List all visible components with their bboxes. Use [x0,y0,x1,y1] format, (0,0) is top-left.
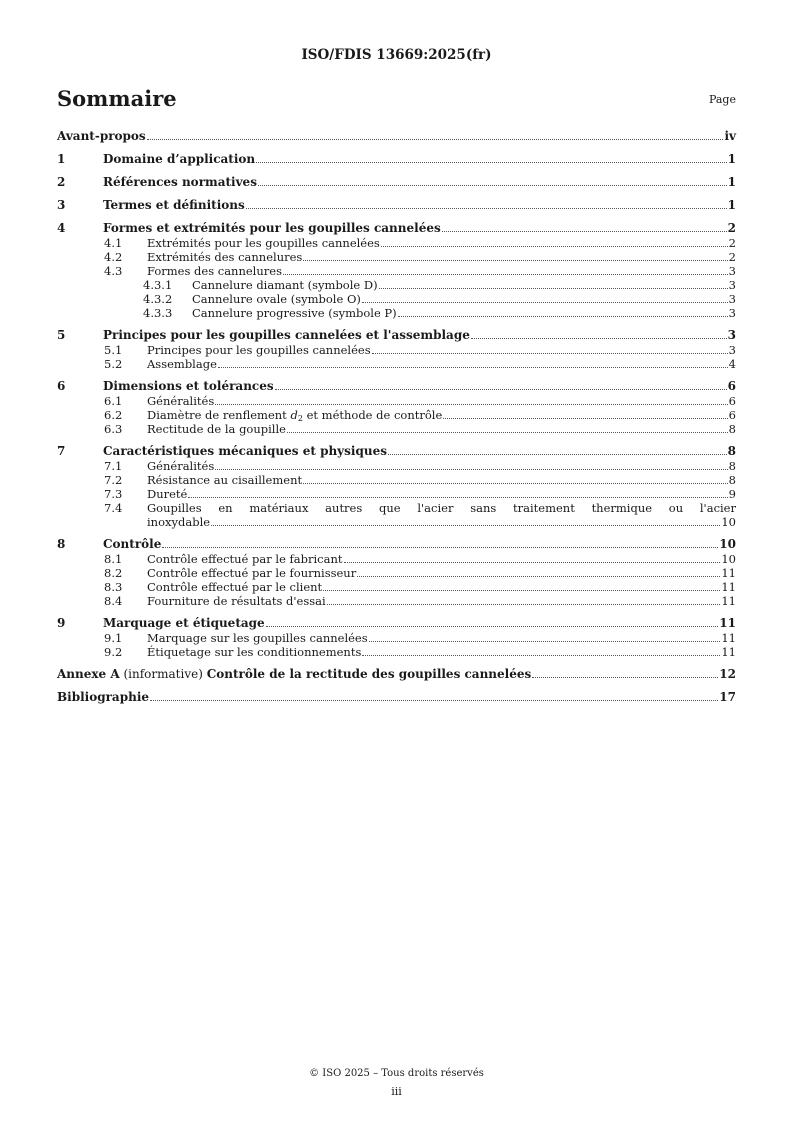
toc-entry-text: Marquage et étiquetage [103,616,265,630]
toc-entry-text: Généralités [147,394,215,408]
toc-section-number: 8 [57,537,66,551]
toc-entry-text: Généralités [147,459,215,473]
toc-page-number: 3 [728,306,736,320]
toc-section-number: 6.2 [104,408,123,422]
copyright-footer: © ISO 2025 – Tous droits réservés [309,1068,484,1079]
toc-section-number: 4.3.3 [143,306,173,320]
toc-entry-5-1[interactable] [57,343,736,357]
toc-page-number: 9 [728,487,736,501]
leader-dots [372,352,728,354]
toc-entry-4-3-2[interactable] [57,292,736,306]
toc-entry-7-3[interactable] [57,487,736,501]
toc-page-number: 11 [721,594,736,608]
leader-dots [215,403,727,405]
toc-page-number: 8 [728,422,736,436]
toc-entry-5[interactable] [57,328,736,343]
toc-entry-7-1[interactable] [57,459,736,473]
page-title: Sommaire [57,86,177,111]
toc-entry-4-2[interactable] [57,250,736,264]
toc-entry-text: Dureté [147,487,188,501]
toc-entry-4-3-3[interactable] [57,306,736,320]
leader-dots [369,640,721,642]
document-header: ISO/FDIS 13669:2025(fr) [301,47,492,63]
toc-entry-text: Assemblage [147,357,217,371]
toc-page-number: 11 [721,645,736,659]
leader-dots [442,230,727,232]
leader-dots [471,337,727,339]
toc-section-number: 9.2 [104,645,123,659]
leader-dots [287,431,728,433]
toc-section-number: 6.1 [104,394,123,408]
toc-section-number: 4.3.1 [143,278,173,292]
toc-page-number: 17 [719,690,736,704]
toc-entry-text: Extrémités des cannelures [147,250,303,264]
toc-section-number: 8.4 [104,594,123,608]
toc-entry-7-4[interactable] [57,501,736,529]
toc-entry-text: Avant-propos [57,129,146,143]
leader-dots [266,625,719,627]
leader-dots [327,603,721,605]
leader-dots [275,388,727,390]
page-number: iii [391,1085,402,1098]
leader-dots [256,161,727,163]
toc-page-number: 1 [727,152,736,166]
toc-page-number: 3 [728,292,736,306]
annex-kind: (informative) [119,667,207,681]
leader-dots [258,184,727,186]
toc-entry-text-line1: Goupilles en matériaux autres que l'acier sans traitement thermique ou l'acier [147,501,736,515]
toc-page-number: 11 [721,631,736,645]
leader-dots [323,589,720,591]
toc-page-number: iv [724,129,736,143]
toc-section-number: 7.2 [104,473,123,487]
table-of-contents [57,129,736,705]
toc-entry-9-2[interactable] [57,645,736,659]
toc-section-number: 5.1 [104,343,123,357]
toc-page-number: 8 [727,444,736,458]
toc-section-number: 4 [57,221,66,235]
toc-entry-text: Rectitude de la goupille [147,422,286,436]
toc-section-number: 7 [57,444,66,458]
toc-section-number: 2 [57,175,66,189]
toc-entry-6[interactable] [57,379,736,394]
toc-entry-text: Contrôle [103,537,162,551]
toc-page-number: 3 [728,264,736,278]
toc-page-number: 3 [728,343,736,357]
toc-entry-bibliographie[interactable] [57,690,736,705]
toc-page-number: 12 [719,667,736,681]
leader-dots [218,366,728,368]
toc-entry-text: Formes et extrémités pour les goupilles cannelées [103,221,441,235]
toc-entry-text: Principes pour les goupilles cannelées [147,343,371,357]
toc-entry-4[interactable] [57,221,736,236]
leader-dots [443,417,727,419]
leader-dots [344,561,721,563]
leader-dots [388,453,727,455]
toc-page-number: 2 [728,250,736,264]
toc-entry-7-2[interactable] [57,473,736,487]
toc-section-number: 4.3 [104,264,123,278]
toc-entry-3[interactable] [57,198,736,213]
toc-entry-text: Principes pour les goupilles cannelées et l'assemblage [103,328,470,342]
toc-entry-text [147,408,442,422]
toc-entry-text: Formes des cannelures [147,264,282,278]
leader-dots [357,575,720,577]
toc-page-number: 3 [728,278,736,292]
toc-entry-text: Cannelure diamant (symbole D) [192,278,378,292]
toc-page-number: 6 [728,408,736,422]
toc-page-number: 6 [727,379,736,393]
toc-entry-text: Résistance au cisaillement [147,473,303,487]
toc-section-number: 8.3 [104,580,123,594]
leader-dots [532,676,718,678]
toc-entry-5-2[interactable] [57,357,736,371]
toc-section-number: 7.4 [104,501,123,515]
toc-entry-1[interactable] [57,152,736,167]
toc-entry-6-2[interactable] [57,408,736,422]
toc-entry-2[interactable] [57,175,736,190]
toc-entry-9-1[interactable] [57,631,736,645]
leader-dots [150,699,718,701]
toc-entry-4-3[interactable] [57,264,736,278]
toc-entry-8-4[interactable] [57,594,736,608]
toc-entry-8-3[interactable] [57,580,736,594]
toc-page-number: 8 [728,473,736,487]
leader-dots [398,315,728,317]
leader-dots [362,654,720,656]
toc-page-number: 4 [728,357,736,371]
toc-entry-text: Caractéristiques mécaniques et physiques [103,444,387,458]
toc-section-number: 5 [57,328,66,342]
toc-entry-8-2[interactable] [57,566,736,580]
toc-section-number: 6.3 [104,422,123,436]
toc-section-number: 3 [57,198,66,212]
leader-dots [215,468,727,470]
leader-dots [283,273,728,275]
leader-dots [188,496,727,498]
annex-label: Annexe A [57,667,120,681]
toc-page-number: 10 [721,515,736,529]
toc-page-number: 11 [721,566,736,580]
toc-entry-8-1[interactable] [57,552,736,566]
toc-entry-text: Cannelure ovale (symbole O) [192,292,361,306]
toc-entry-7[interactable] [57,444,736,459]
leader-dots [362,301,728,303]
toc-page-number: 1 [727,198,736,212]
page-column-label: Page [708,93,736,106]
leader-dots [147,138,724,140]
toc-entry-annex-a[interactable] [57,667,736,682]
toc-entry-text-line2: inoxydable [147,515,211,529]
toc-section-number: 5.2 [104,357,123,371]
toc-page-number: 1 [727,175,736,189]
toc-entry-text: Extrémités pour les goupilles cannelées [147,236,380,250]
leader-dots [162,546,718,548]
toc-section-number: 8.1 [104,552,123,566]
toc-section-number: 4.2 [104,250,123,264]
leader-dots [246,207,727,209]
toc-entry-6-1[interactable] [57,394,736,408]
toc-entry-text: Références normatives [103,175,257,189]
leader-dots [303,259,727,261]
toc-entry-text: Marquage sur les goupilles cannelées [147,631,368,645]
toc-page-number: 10 [721,552,736,566]
toc-page-number: 8 [728,459,736,473]
toc-entry-text: Cannelure progressive (symbole P) [192,306,397,320]
toc-page-number: 10 [719,537,736,551]
toc-entry-text: Contrôle effectué par le fabricant [147,552,343,566]
toc-entry-text: Contrôle effectué par le client [147,580,323,594]
toc-entry-text [57,667,531,682]
toc-section-number: 8.2 [104,566,123,580]
toc-section-number: 7.3 [104,487,123,501]
toc-section-number: 1 [57,152,66,166]
toc-page-number: 11 [719,616,736,630]
toc-entry-text: Dimensions et tolérances [103,379,274,393]
toc-entry-9[interactable] [57,616,736,631]
toc-page-number: 11 [721,580,736,594]
toc-section-number: 4.3.2 [143,292,173,306]
leader-dots [303,482,728,484]
toc-text-part: et méthode de contrôle [302,408,443,422]
toc-section-number: 9 [57,616,66,630]
toc-entry-avant-propos[interactable] [57,129,736,144]
annex-title: Contrôle de la rectitude des goupilles cannelées [206,667,532,681]
toc-section-number: 6 [57,379,66,393]
toc-page-number: 2 [727,221,736,235]
toc-entry-text: Contrôle effectué par le fournisseur [147,566,357,580]
toc-entry-4-3-1[interactable] [57,278,736,292]
leader-dots [379,287,728,289]
toc-entry-text: Fourniture de résultats d'essai [147,594,326,608]
toc-page-number: 2 [728,236,736,250]
toc-page-number: 3 [727,328,736,342]
toc-section-number: 9.1 [104,631,123,645]
toc-entry-text: Termes et définitions [103,198,245,212]
toc-entry-text: Domaine d’application [103,152,256,166]
toc-page-number: 6 [728,394,736,408]
toc-entry-6-3[interactable] [57,422,736,436]
toc-entry-text: Bibliographie [57,690,150,704]
leader-dots [381,245,728,247]
toc-entry-4-1[interactable] [57,236,736,250]
toc-text-part: Diamètre de renflement [147,408,291,422]
toc-entry-text: Étiquetage sur les conditionnements [147,645,362,659]
math-subscript: 2 [297,414,303,423]
leader-dots [211,524,720,526]
toc-entry-8[interactable] [57,537,736,552]
math-variable: d [290,408,298,422]
toc-section-number: 7.1 [104,459,123,473]
toc-section-number: 4.1 [104,236,123,250]
